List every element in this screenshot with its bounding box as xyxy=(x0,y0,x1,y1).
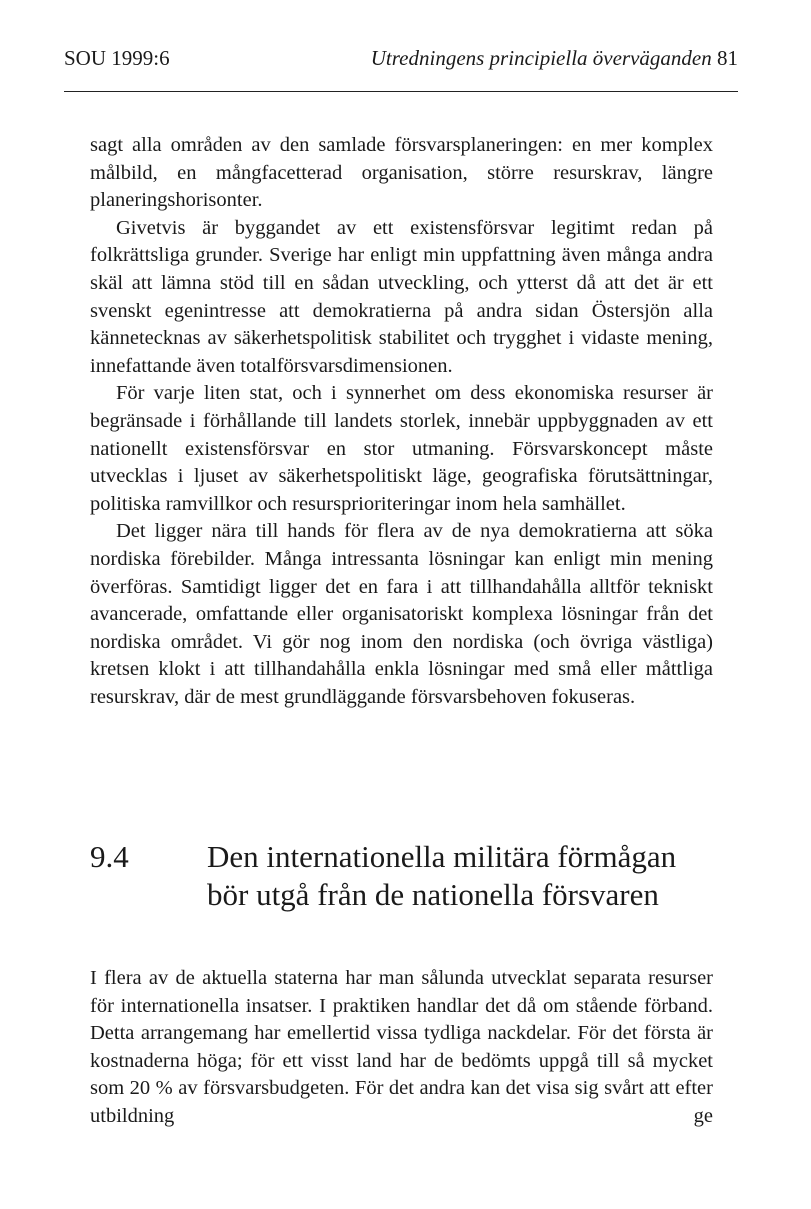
chapter-title: Utredningens principiella överväganden xyxy=(370,46,712,70)
chapter-title-and-page xyxy=(371,46,738,71)
section-title: Den internationella militära förmågan bör utgå från de nationella försvaren xyxy=(207,839,677,912)
running-header xyxy=(64,46,738,78)
body-text xyxy=(90,132,713,711)
paragraph: Det ligger nära till hands för flera av de nya demokratierna att söka nordiska förebilder. Många intressanta lösningar kan enligt min mening överföras. Samtidigt ligger det en fara i att tillhandahålla alltför tekniskt avancerade, omfattande eller organisatoriskt komplexa lösningar från det nordiska området. Vi gör nog inom den nordiska (och övriga västliga) kretsen klokt i att tillhandahålla enkla lösningar med små eller måttliga resurskrav, där de mest grundläggande försvarsbehoven fokuseras. xyxy=(90,520,713,708)
header-rule xyxy=(64,91,738,92)
section-number: 9.4 xyxy=(90,839,129,874)
section-heading xyxy=(90,838,713,968)
page-number: 81 xyxy=(717,46,738,70)
paragraph: Givetvis är byggandet av ett existensförsvar legitimt redan på folkrättsliga grunder. Sverige har enligt min uppfattning även många andra skäl att lämna stöd till en sådan utveckling, och ytterst då att det är ett svenskt egenintresse att demokratierna på andra sidan Östersjön alla kännetecknas av säkerhetspolitisk stabilitet och trygghet i vidaste mening, innefattande även totalförsvarsdimensionen. xyxy=(90,216,713,377)
report-number: SOU 1999:6 xyxy=(64,46,170,70)
section-body xyxy=(90,965,713,1131)
paragraph-continuation: sagt alla områden av den samlade försvarsplaneringen: en mer komplex målbild, en mångfacetterad organisation, större resurskrav, längre planeringshorisonter. xyxy=(90,134,713,212)
section-paragraph: I flera av de aktuella staterna har man sålunda utvecklat separata resurser för internationella insatser. I praktiken handlar det då om stående förband. Detta arrangemang har emellertid vissa tydliga nackdelar. För det första är kostnaderna höga; för ett visst land har de bedömts uppgå till så mycket som 20 % av försvarsbudgeten. För det andra kan det visa sig svårt att efter utbildning ge xyxy=(90,967,713,1127)
paragraph: För varje liten stat, och i synnerhet om dess ekonomiska resurser är begränsade i förhållande till landets storlek, innebär uppbyggnaden av ett nationellt existensförsvar en stor utmaning. Försvarskoncept måste utvecklas i ljuset av säkerhetspolitiskt läge, geografiska förutsättningar, politiska ramvillkor och resursprioriteringar inom hela samhället. xyxy=(90,382,713,515)
